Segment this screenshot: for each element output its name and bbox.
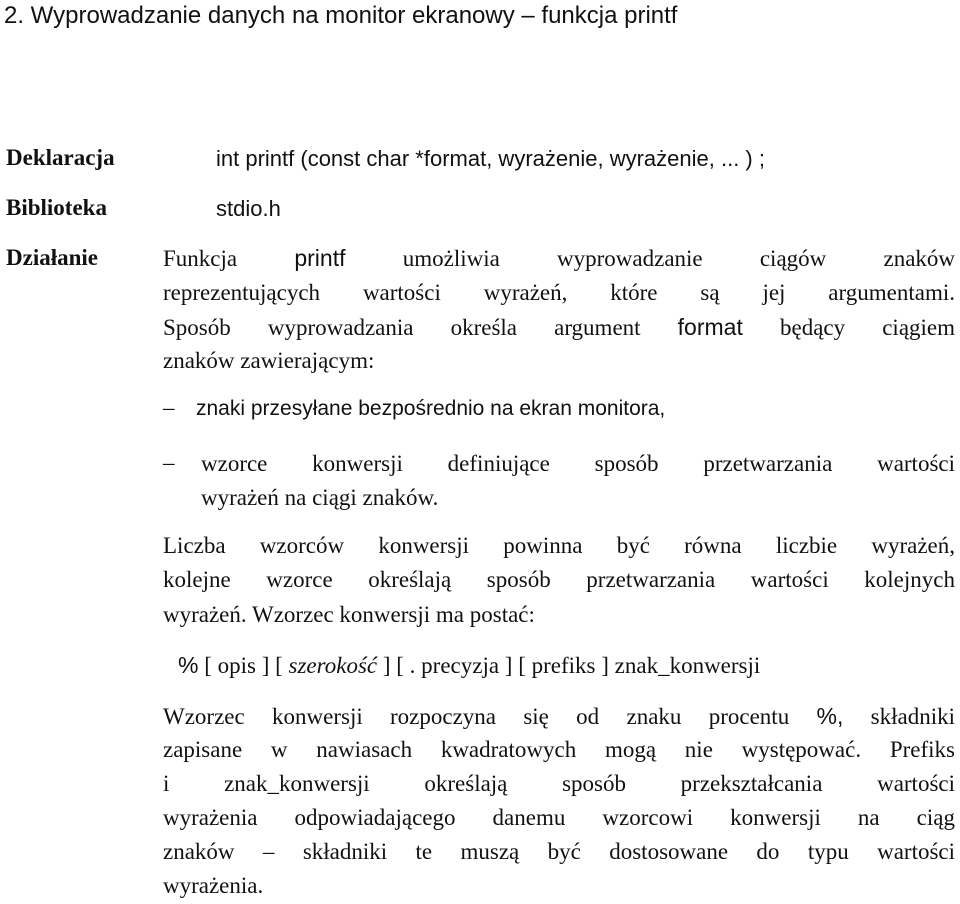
para1-format: format <box>677 314 743 340</box>
para3-l5-dash: – <box>262 839 275 864</box>
library-text: stdio.h <box>216 196 281 221</box>
para3-line3: i znak_konwersji określają sposób przekształcania wartości <box>163 771 955 796</box>
para2-line2: kolejne wzorce określają sposób przetwarzania wartości kolejnych <box>163 567 955 592</box>
para1-rest: umożliwia wyprowadzanie ciągów znaków <box>402 246 956 271</box>
section-heading: 2. Wyprowadzanie danych na monitor ekranowy – funkcja printf <box>4 2 678 29</box>
bullet-1: znaki przesyłane bezpośrednio na ekran monitora, <box>196 397 666 420</box>
para1-printf: printf <box>294 245 346 271</box>
para2-line3: wyrażeń. Wzorzec konwersji ma postać: <box>163 602 535 627</box>
para3-line4: wyrażenia odpowiadającego danemu wzorcowi konwersji na ciąg <box>163 805 955 830</box>
para2-line1: Liczba wzorców konwersji powinna być równa liczbie wyrażeń, <box>163 533 955 558</box>
format-part2: ] [ . precyzja ] [ prefiks ] znak_konwersji <box>382 653 761 678</box>
para3-line6: wyrażenia. <box>163 873 264 898</box>
para3-percent: %, <box>816 703 844 729</box>
para3-line2: zapisane w nawiasach kwadratowych mogą nie występować. Prefiks <box>163 737 955 762</box>
label-library: Biblioteka <box>6 195 107 220</box>
label-action: Działanie <box>6 245 98 270</box>
para1-line2: reprezentujących wartości wyrażeń, które są jej argumentami. <box>163 280 955 305</box>
format-part1: [ opis ] [ <box>204 653 283 678</box>
para1-l3-end: będący ciągiem <box>779 315 956 340</box>
bullet-2-line1: wzorce konwersji definiujące sposób przetwarzania wartości <box>201 451 955 476</box>
bullet-dash-2: – <box>163 450 175 475</box>
para3-l5-start: znaków <box>163 839 235 864</box>
para1-line4: znaków zawierającym: <box>163 348 375 373</box>
declaration-text: int printf (const char *format, wyrażenie, wyrażenie, ... ) ; <box>216 146 765 171</box>
para3-line1 <box>163 703 955 730</box>
format-percent: % <box>178 652 199 678</box>
para1-l3-start: Sposób wyprowadzania określa argument <box>163 315 641 340</box>
para1-word-funkcja: Funkcja <box>163 246 238 271</box>
para3-l5-end: składniki te muszą być dostosowane do typu wartości <box>302 839 956 864</box>
para3-line5 <box>163 839 955 865</box>
label-declaration: Deklaracja <box>6 145 115 170</box>
para3-l1-end: składniki <box>870 704 955 729</box>
format-width: szerokość <box>288 653 378 678</box>
para3-l1-start: Wzorzec konwersji rozpoczyna się od znaku procentu <box>163 704 790 729</box>
para1-line1 <box>163 245 955 272</box>
bullet-dash-1: – <box>163 395 175 420</box>
bullet-2-line2: wyrażeń na ciągi znaków. <box>201 485 439 510</box>
para1-line3 <box>163 314 955 341</box>
format-syntax <box>178 652 760 679</box>
